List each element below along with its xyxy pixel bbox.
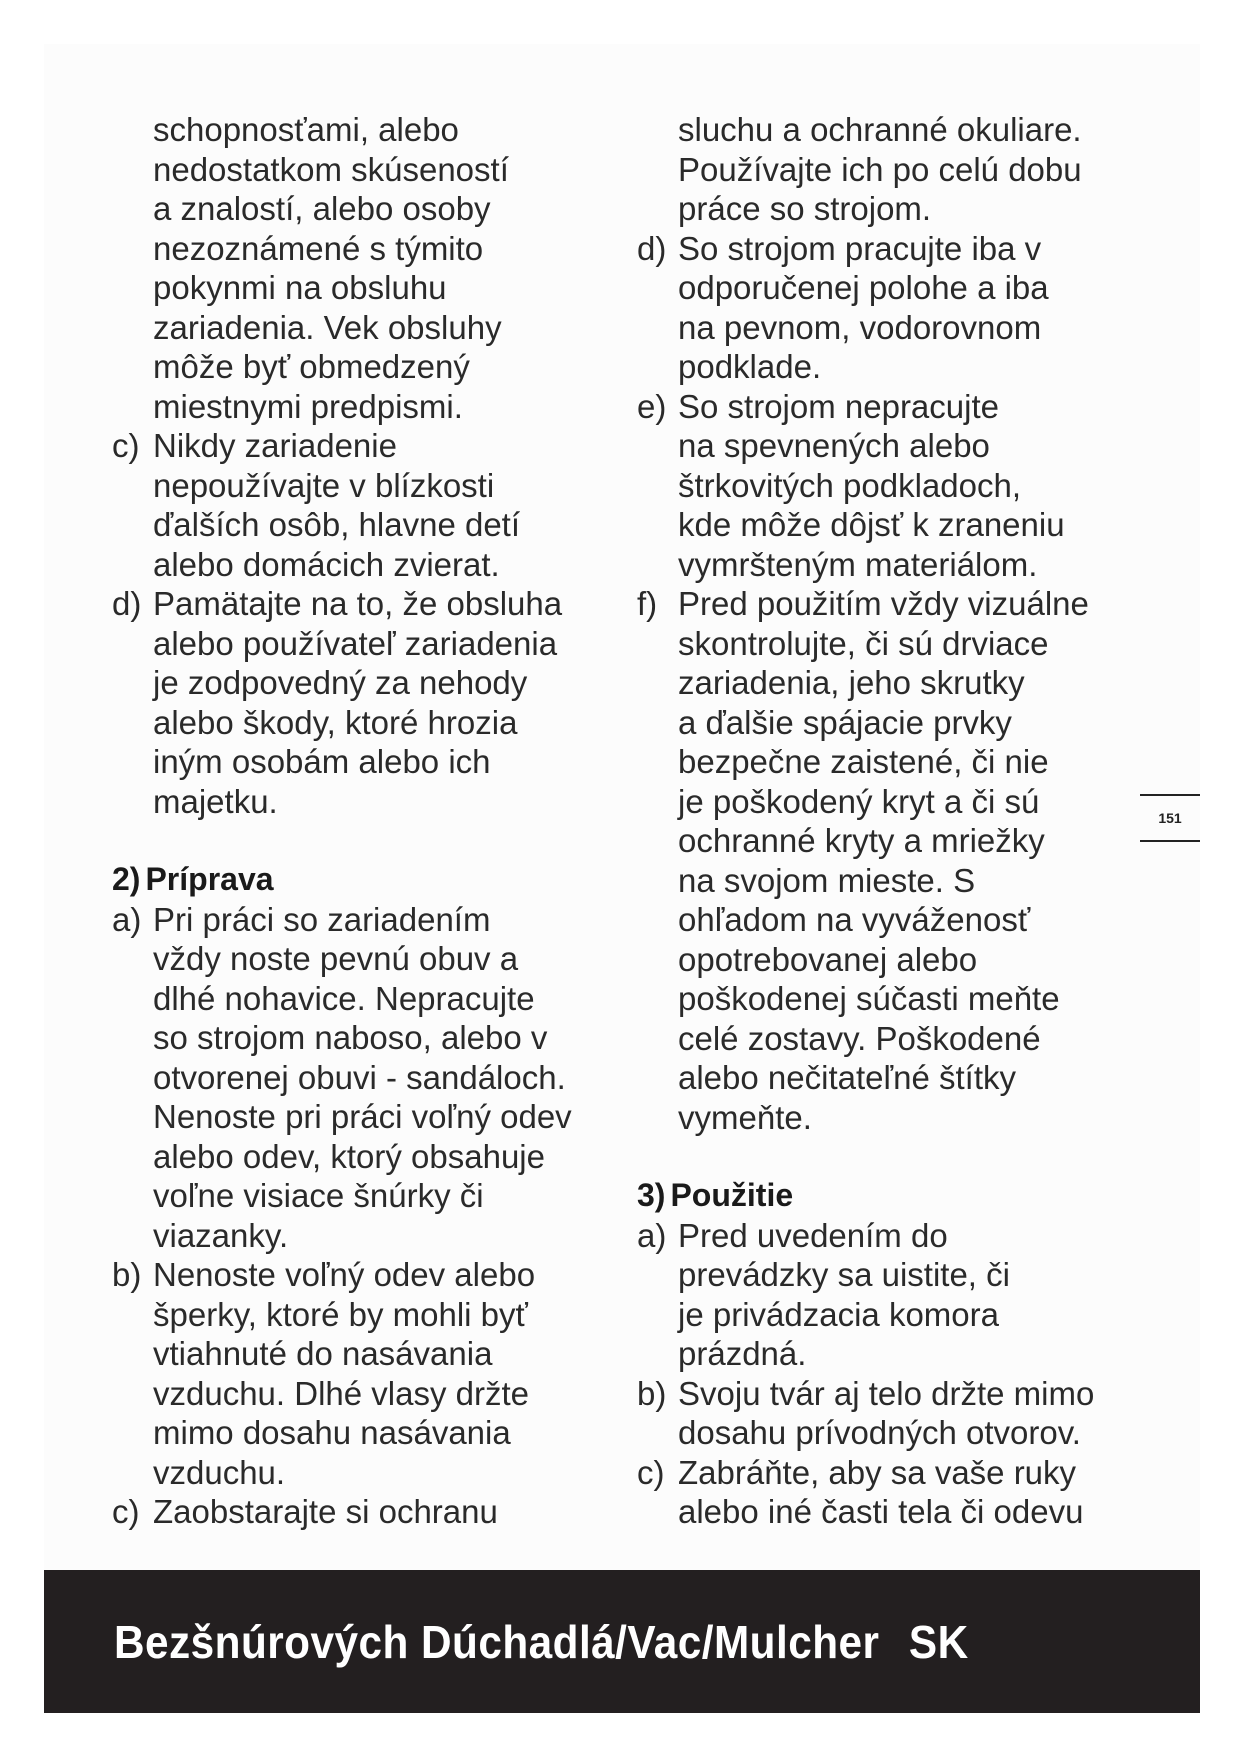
list-item: f) Pred použitím vždy vizuálne skontrolujte, či sú drviace zariadenia, jeho skrutky a ďalšie spájacie prvky bezpečne zaistené, či nie je poškodený kryt a či sú ochranné kryty a mriežky na svojom mieste. S ohľadom na vyváženosť opotrebovanej alebo poškodenej súčasti meňte celé zostavy. Poškodené alebo nečitateľné štítky vymeňte. bbox=[637, 585, 1089, 1136]
continuation-text: schopnosťami, alebo nedostatkom skúseností a znalostí, alebo osoby nezoznámené s týmito pokynmi na obsluhu zariadenia. Vek obsluhy môže byť obmedzený miestnymi predpismi. bbox=[153, 111, 509, 425]
list-marker: d) bbox=[637, 229, 667, 267]
product-title: Bezšnúrových Dúchadlá/Vac/Mulcher bbox=[114, 1615, 880, 1668]
footer-title bbox=[114, 1615, 969, 1669]
list-marker: b) bbox=[637, 1374, 667, 1412]
continuation-text: sluchu a ochranné okuliare. Používajte ich po celú dobu práce so strojom. bbox=[678, 111, 1082, 227]
section-title: Použitie bbox=[670, 1177, 794, 1213]
list-marker: c) bbox=[112, 427, 140, 464]
list-item: a) Pred uvedením do prevádzky sa uistite, či je privádzacia komora prázdná. bbox=[637, 1216, 1010, 1372]
footer-banner bbox=[44, 1570, 1200, 1713]
list-item: c) Zabráňte, aby sa vaše ruky alebo iné časti tela či odevu bbox=[637, 1453, 1084, 1530]
list-item: d) Pamätajte na to, že obsluha alebo používateľ zariadenia je zodpovedný za nehody alebo škody, ktoré hrozia iným osobám alebo ich majetku. bbox=[112, 585, 563, 820]
section-heading-pouzitie bbox=[637, 1176, 1147, 1216]
list-marker: c) bbox=[112, 1493, 140, 1530]
left-column bbox=[112, 110, 622, 1532]
right-column bbox=[637, 110, 1147, 1532]
list-marker: b) bbox=[112, 1256, 142, 1293]
list-marker: a) bbox=[637, 1216, 667, 1254]
language-code: SK bbox=[908, 1615, 969, 1668]
page-number: 151 bbox=[1140, 794, 1200, 842]
list-marker: e) bbox=[637, 387, 667, 425]
section-heading-priprava bbox=[112, 860, 622, 900]
list-item: c) Zaobstarajte si ochranu bbox=[112, 1493, 498, 1530]
list-marker: d) bbox=[112, 585, 142, 622]
list-item: d) So strojom pracujte iba v odporučenej polohe a iba na pevnom, vodorovnom podklade. bbox=[637, 229, 1049, 385]
list-marker: c) bbox=[637, 1453, 665, 1491]
list-item: b) Nenoste voľný odev alebo šperky, ktoré by mohli byť vtiahnuté do nasávania vzduchu. Dlhé vlasy držte mimo dosahu nasávania vzduchu. bbox=[112, 1256, 536, 1491]
section-number: 2) bbox=[112, 861, 141, 897]
list-item: b) Svoju tvár aj telo držte mimo dosahu prívodných otvorov. bbox=[637, 1374, 1095, 1451]
section-title: Príprava bbox=[145, 861, 274, 897]
list-item: c) Nikdy zariadenie nepoužívajte v blízkosti ďalších osôb, hlavne detí alebo domácich zvierat. bbox=[112, 427, 521, 583]
list-marker: a) bbox=[112, 900, 142, 938]
list-item: a) Pri práci so zariadením vždy noste pevnú obuv a dlhé nohavice. Nepracujte so strojom naboso, alebo v otvorenej obuvi - sandáloch. Nenoste pri práci voľný odev alebo odev, ktorý obsahuje voľne visiace šnúrky či viazanky. bbox=[112, 900, 572, 1254]
list-item: e) So strojom nepracujte na spevnených alebo štrkovitých podkladoch, kde môže dôjsť k zraneniu vymršteným materiálom. bbox=[637, 387, 1065, 583]
section-number: 3) bbox=[637, 1177, 666, 1213]
list-marker: f) bbox=[637, 585, 658, 622]
